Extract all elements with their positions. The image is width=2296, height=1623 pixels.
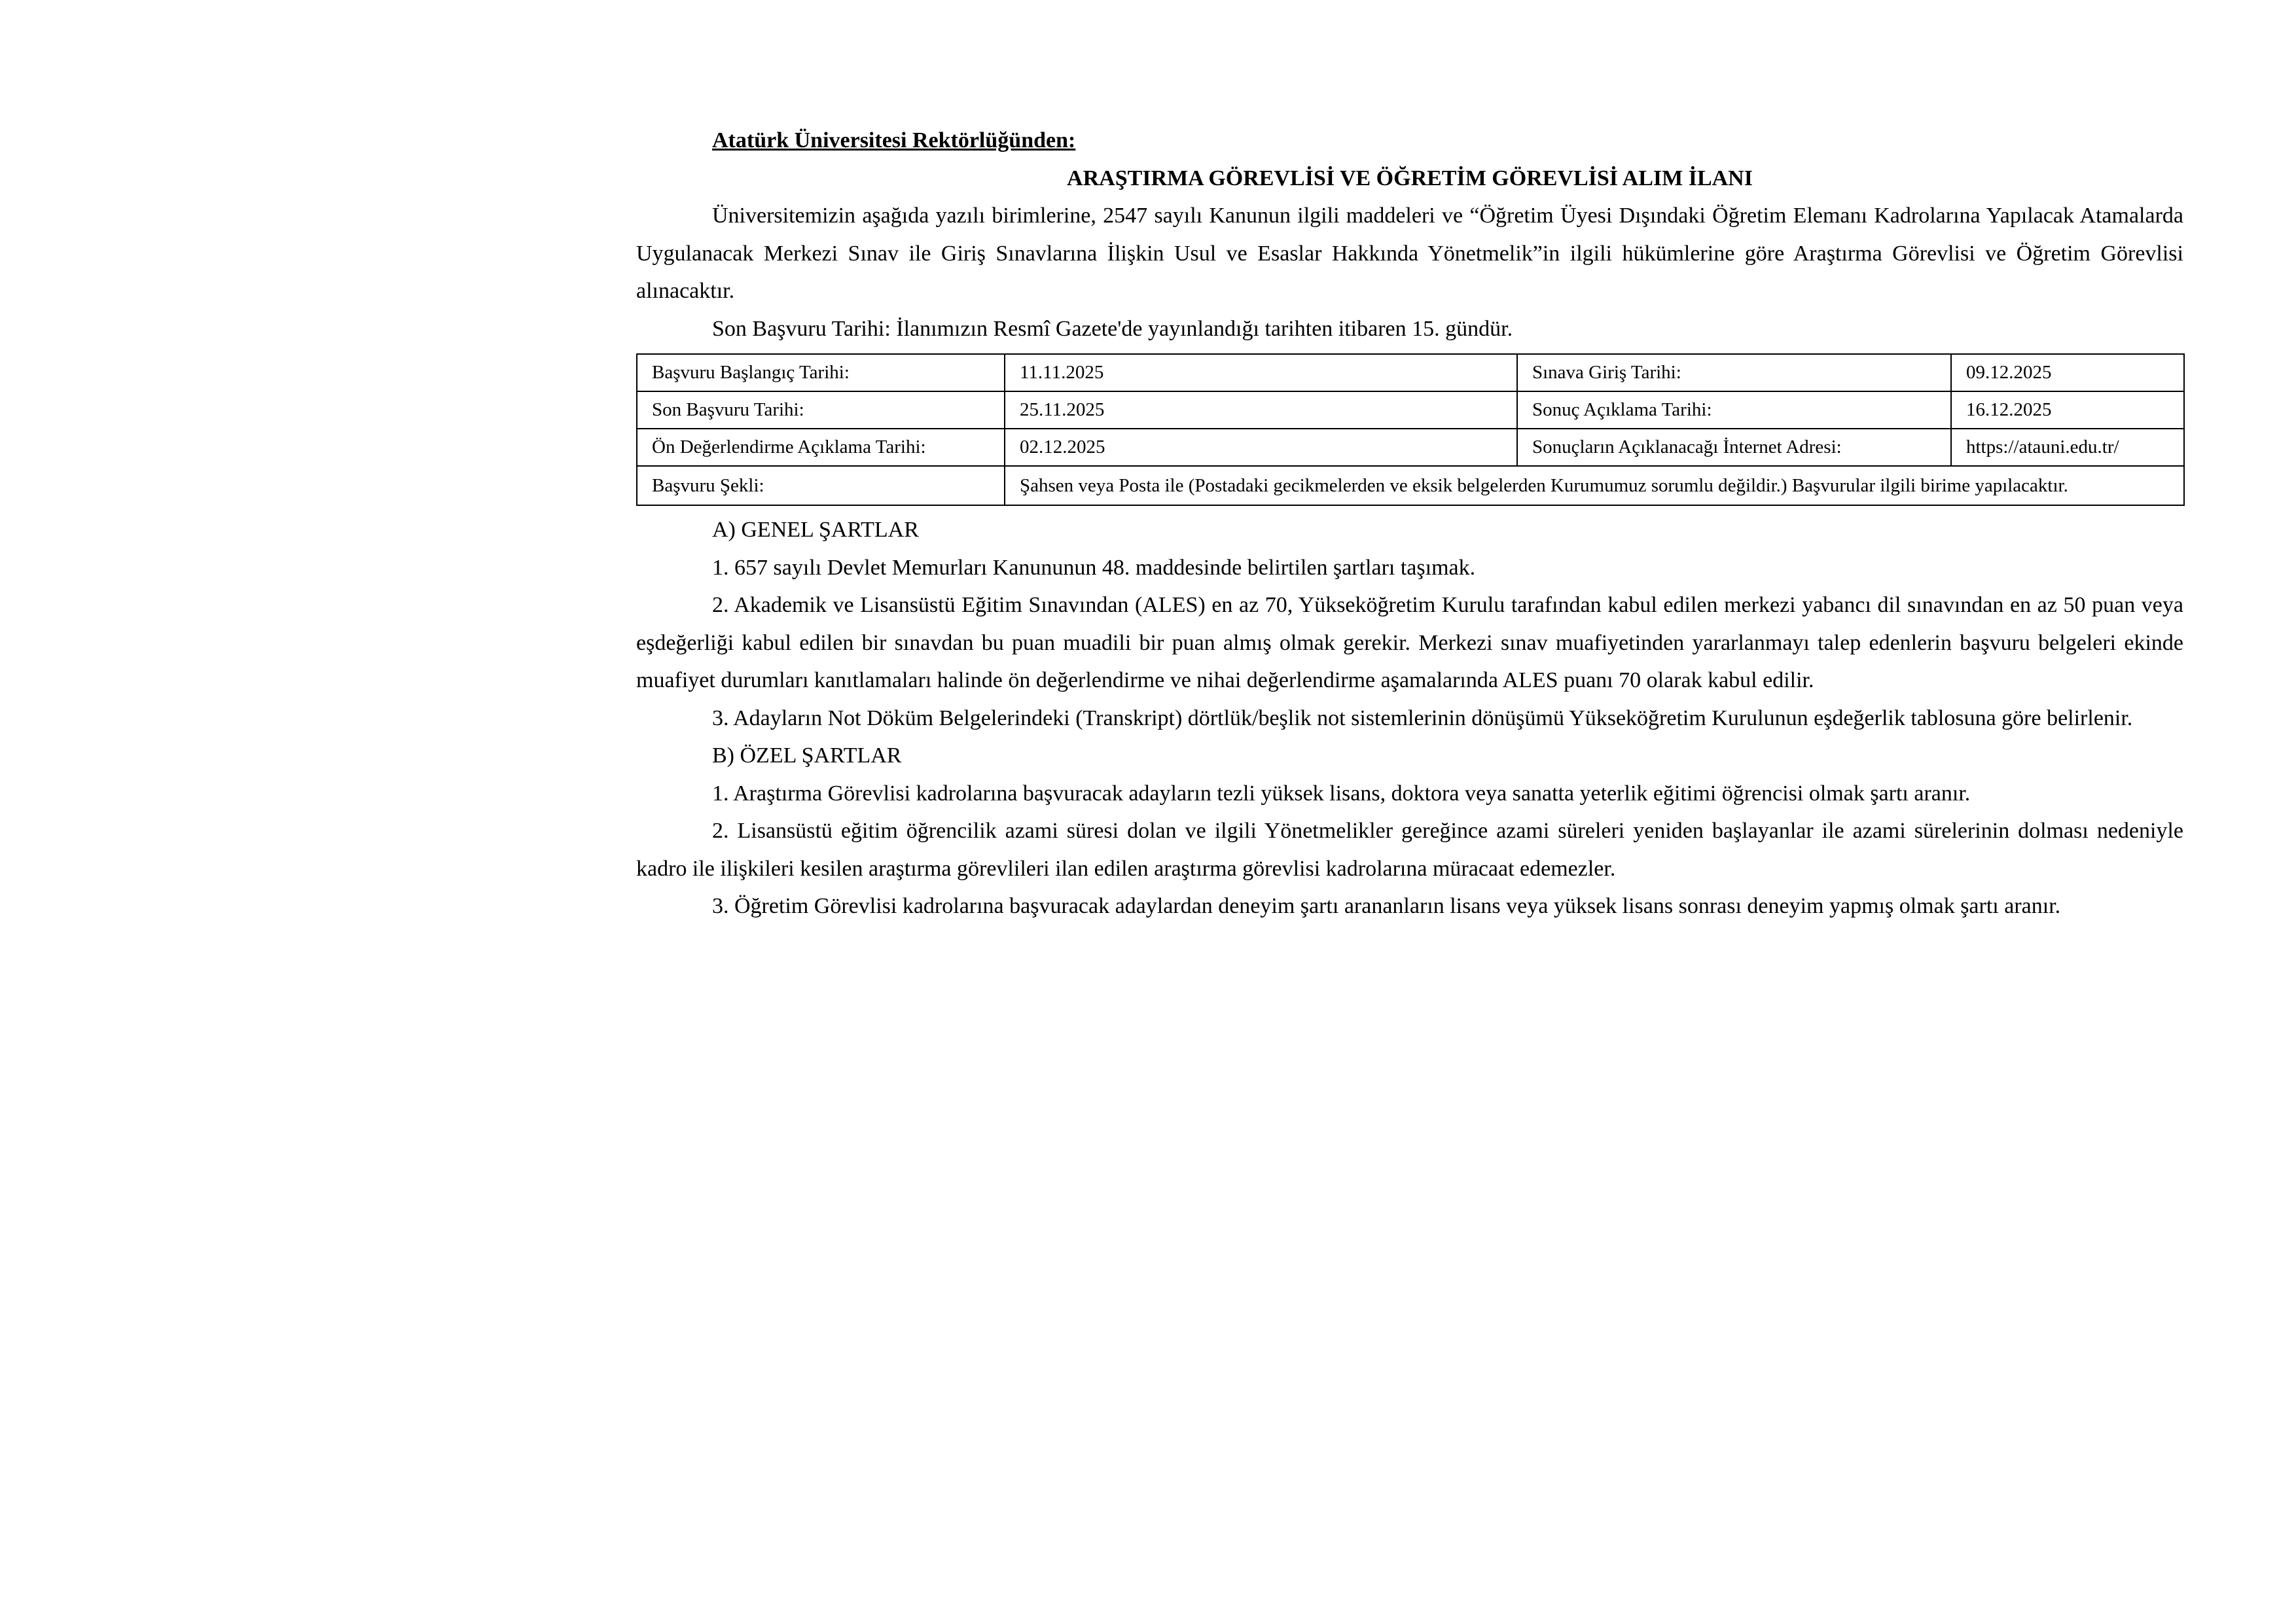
dates-table: [636, 353, 2185, 506]
general-condition-item: 2. Akademik ve Lisansüstü Eğitim Sınavından (ALES) en az 70, Yükseköğretim Kurulu tarafından kabul edilen merkezi yabancı dil sınavından en az 50 puan veya eşdeğerliği kabul edilen bir sınavdan bu puan muadili bir puan almış olmak gerekir. Merkezi sınav muafiyetinden yararlanmayı talep edenlerin başvuru belgeleri ekinde muafiyet durumları kanıtlamaları halinde ön değerlendirme ve nihai değerlendirme aşamalarında ALES puanı 70 olarak kabul edilir.: [636, 593, 2183, 692]
table-label: Sınava Giriş Tarihi:: [1517, 354, 1951, 391]
application-method-value: Şahsen veya Posta ile (Postadaki gecikmelerden ve eksik belgelerden Kurumumuz sorumlu değildir.) Başvurular ilgili birime yapılacaktır.: [1005, 466, 2184, 505]
intro-paragraph: Üniversitemizin aşağıda yazılı birimlerine, 2547 sayılı Kanunun ilgili maddeleri ve “Öğretim Üyesi Dışındaki Öğretim Elemanı Kadrolarına Yapılacak Atamalarda Uygulanacak Merkezi Sınav ile Giriş Sınavlarına İlişkin Usul ve Esaslar Hakkında Yönetmelik”in ilgili hükümlerine göre Araştırma Görevlisi ve Öğretim Görevlisi alınacaktır.: [636, 204, 2183, 303]
table-label: Son Başvuru Tarihi:: [637, 391, 1005, 429]
deadline-note: Son Başvuru Tarihi: İlanımızın Resmî Gazete'de yayınlandığı tarihten itibaren 15. gündür.: [712, 316, 1513, 341]
table-row: [637, 391, 2184, 429]
application-method-label: Başvuru Şekli:: [637, 466, 1005, 505]
general-conditions-heading: A) GENEL ŞARTLAR: [712, 518, 919, 542]
general-condition-item: 1. 657 sayılı Devlet Memurları Kanununun 48. maddesinde belirtilen şartları taşımak.: [712, 555, 1476, 580]
institution-heading: Atatürk Üniversitesi Rektörlüğünden:: [712, 128, 1076, 152]
table-label: Başvuru Başlangıç Tarihi:: [637, 354, 1005, 391]
table-row: [637, 429, 2184, 466]
special-condition-item: 3. Öğretim Görevlisi kadrolarına başvuracak adaylardan deneyim şartı arananların lisans veya yüksek lisans sonrası deneyim yapmış olmak şartı aranır.: [712, 894, 2061, 918]
announcement: [636, 122, 2183, 925]
table-label: Ön Değerlendirme Açıklama Tarihi:: [637, 429, 1005, 466]
special-condition-item: 1. Araştırma Görevlisi kadrolarına başvuracak adayların tezli yüksek lisans, doktora veya sanatta yeterlik eğitimi öğrencisi olmak şartı aranır.: [712, 781, 1971, 806]
results-website-value: https://atauni.edu.tr/: [1951, 429, 2184, 466]
announcement-title: ARAŞTIRMA GÖREVLİSİ VE ÖĞRETİM GÖREVLİSİ ALIM İLANI: [1067, 166, 1753, 190]
general-condition-item: 3. Adayların Not Döküm Belgelerindeki (Transkript) dörtlük/beşlik not sistemlerinin dönüşümü Yükseköğretim Kurulunun eşdeğerlik tablosuna göre belirlenir.: [712, 705, 2133, 730]
table-value: 02.12.2025: [1005, 429, 1517, 466]
special-condition-item: 2. Lisansüstü eğitim öğrencilik azami süresi dolan ve ilgili Yönetmelikler gereğince azami süreleri yeniden başlayanlar ile azami sürelerinin dolması nedeniyle kadro ile ilişkileri kesilen araştırma görevlileri ilan edilen araştırma görevlisi kadrolarına müracaat edemezler.: [636, 819, 2183, 881]
table-value: 09.12.2025: [1951, 354, 2184, 391]
special-conditions-heading: B) ÖZEL ŞARTLAR: [712, 743, 902, 768]
table-value: 11.11.2025: [1005, 354, 1517, 391]
table-row: [637, 354, 2184, 391]
table-value: 16.12.2025: [1951, 391, 2184, 429]
table-row: [637, 466, 2184, 505]
table-label: Sonuçların Açıklanacağı İnternet Adresi:: [1517, 429, 1951, 466]
table-label: Sonuç Açıklama Tarihi:: [1517, 391, 1951, 429]
table-value: 25.11.2025: [1005, 391, 1517, 429]
